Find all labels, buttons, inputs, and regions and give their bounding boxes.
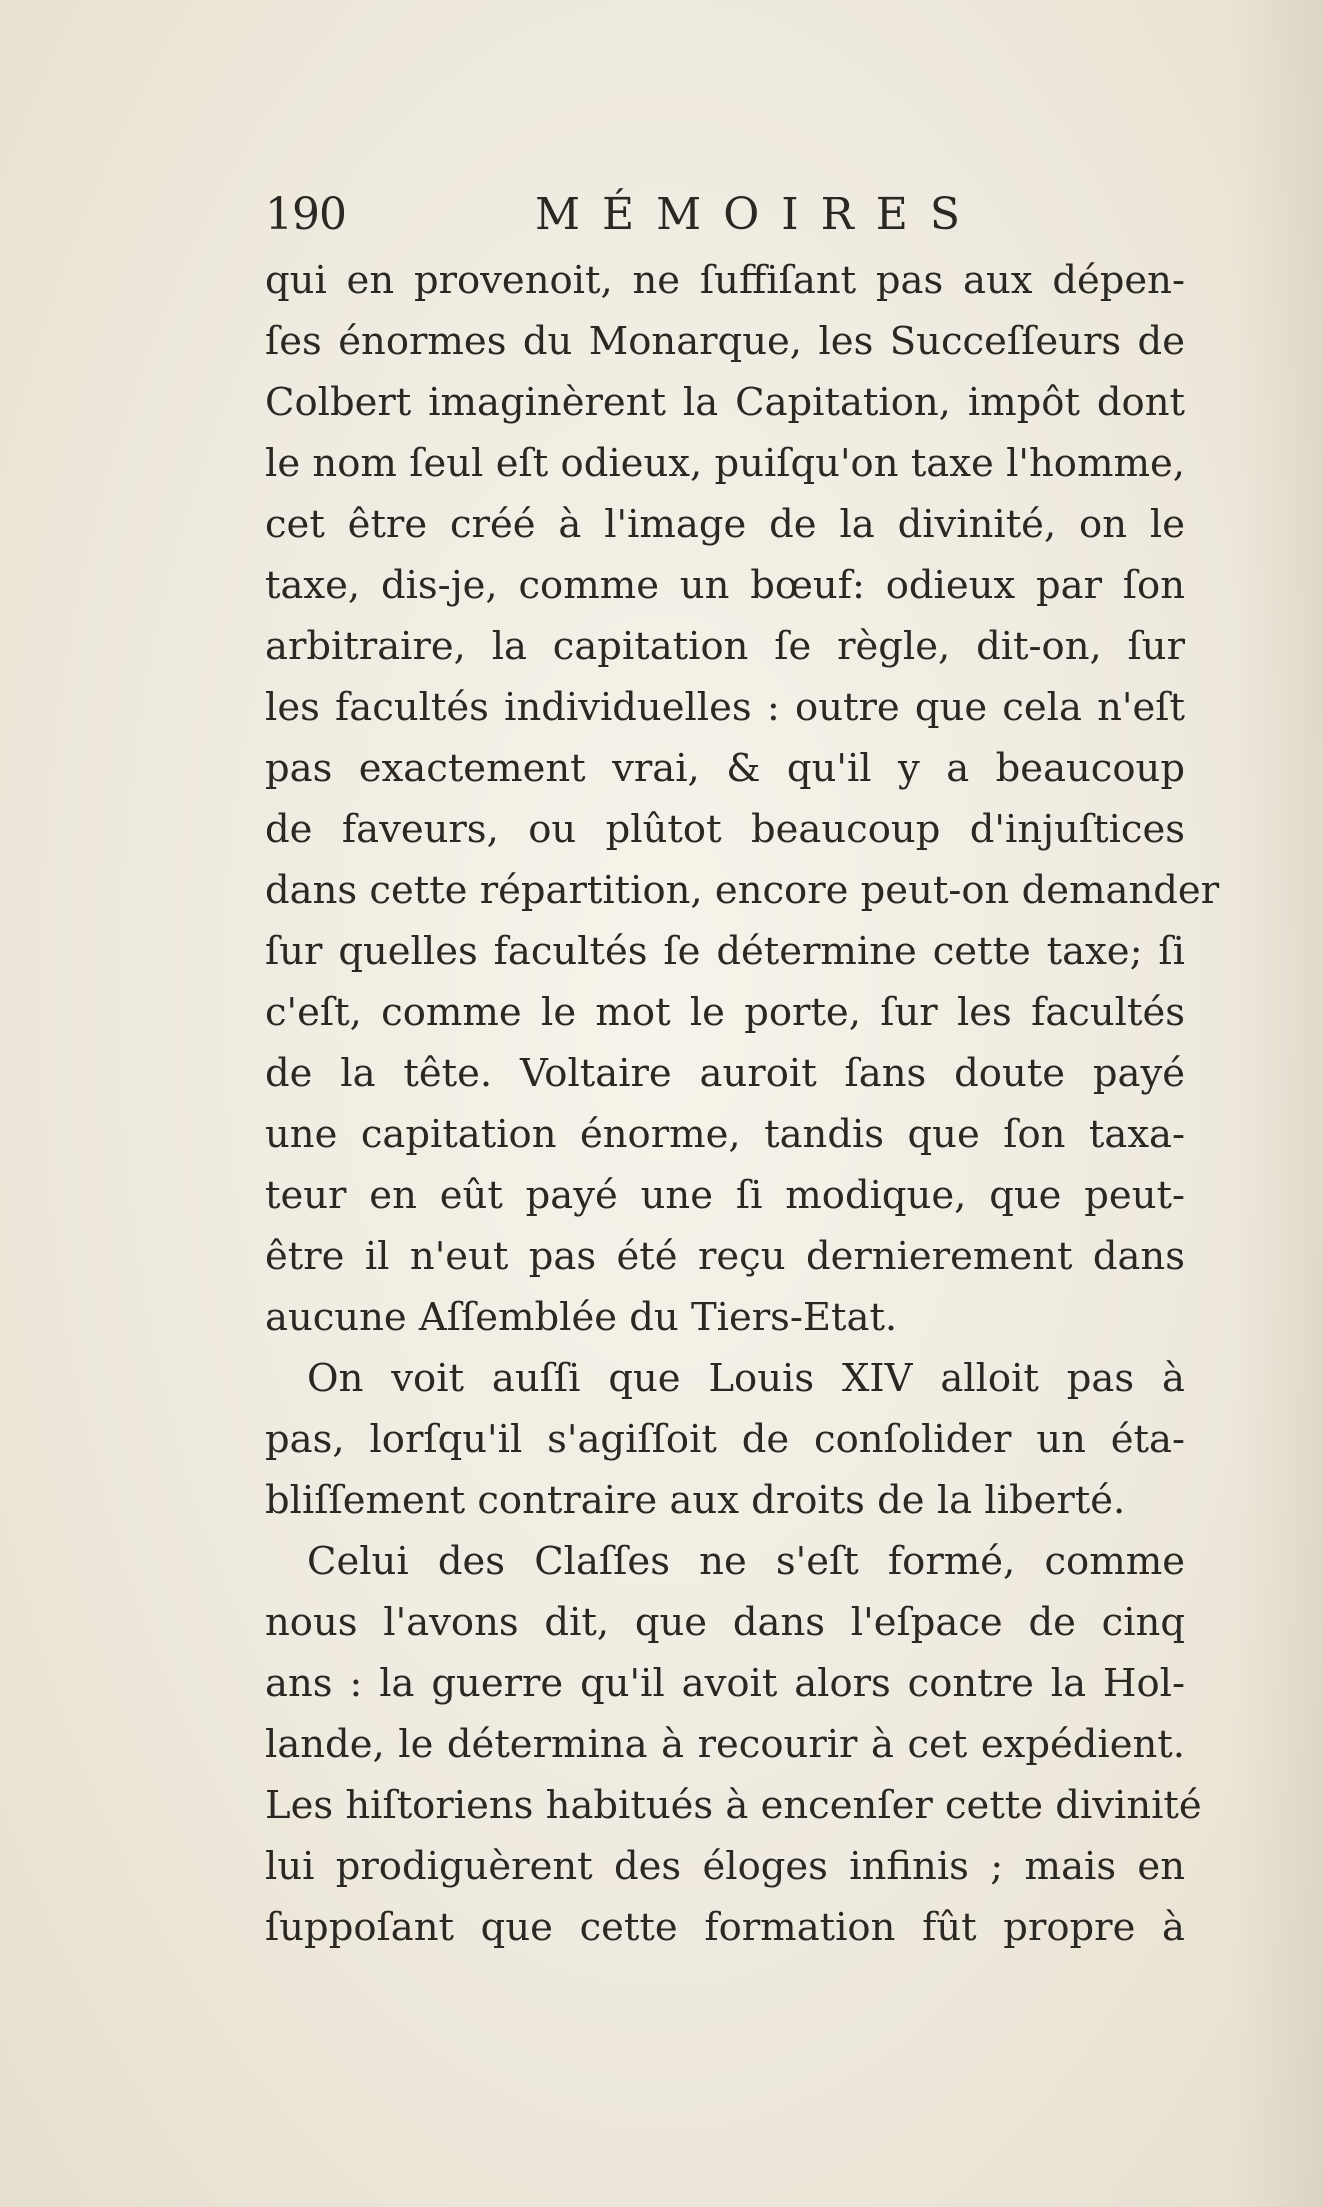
- text-line: taxe, dis-je, comme un bœuf: odieux par ſon: [265, 563, 1185, 608]
- paragraph-1: [265, 250, 1220, 1348]
- text-line: ans : la guerre qu'il avoit alors contre la Hol-: [265, 1661, 1185, 1706]
- text-line: lui prodiguèrent des éloges infinis ; mais en: [265, 1844, 1185, 1889]
- text-line: le nom ſeul eſt odieux, puiſqu'on taxe l'homme,: [265, 441, 1185, 486]
- text-line: teur en eût payé une ſi modique, que peut-: [265, 1173, 1185, 1218]
- text-line: les facultés individuelles : outre que cela n'eſt: [265, 685, 1185, 730]
- text-line: être il n'eut pas été reçu dernierement dans: [265, 1234, 1185, 1279]
- text-line: pas exactement vrai, & qu'il y a beaucoup: [265, 746, 1185, 791]
- text-line: de faveurs, ou plûtot beaucoup d'injuſtices: [265, 807, 1185, 852]
- text-line: nous l'avons dit, que dans l'eſpace de cinq: [265, 1600, 1185, 1645]
- text-line: Les hiſtoriens habitués à encenſer cette divinité: [265, 1783, 1202, 1828]
- text-line: dans cette répartition, encore peut-on demander: [265, 868, 1220, 913]
- text-line: Colbert imaginèrent la Capitation, impôt dont: [265, 380, 1185, 425]
- running-title: MÉMOIRES: [535, 189, 983, 240]
- text-line: c'eſt, comme le mot le porte, ſur les facultés: [265, 990, 1185, 1035]
- text-line: une capitation énorme, tandis que ſon taxa-: [265, 1112, 1185, 1157]
- text-line: bliſſement contraire aux droits de la liberté.: [265, 1478, 1126, 1523]
- text-line: pas, lorſqu'il s'agiſſoit de conſolider un éta-: [265, 1417, 1185, 1462]
- text-line: arbitraire, la capitation ſe règle, dit-on, ſur: [265, 624, 1185, 669]
- text-line: de la tête. Voltaire auroit ſans doute payé: [265, 1051, 1185, 1096]
- paragraph-2: [265, 1348, 1185, 1531]
- text-line: ſes énormes du Monarque, les Succeſſeurs de: [265, 319, 1185, 364]
- text-line: ſur quelles facultés ſe détermine cette taxe; ſi: [265, 929, 1185, 974]
- body-text: [265, 250, 1220, 1958]
- page-number: 190: [265, 189, 346, 240]
- paragraph-3: [265, 1531, 1202, 1958]
- text-line: Celui des Claſſes ne s'eſt formé, comme: [307, 1539, 1185, 1584]
- text-line: ſuppoſant que cette formation fût propre à: [265, 1905, 1185, 1950]
- text-line: lande, le détermina à recourir à cet expédient.: [265, 1722, 1185, 1767]
- text-line: cet être créé à l'image de la divinité, on le: [265, 502, 1185, 547]
- text-line: On voit auſſi que Louis XIV alloit pas à: [307, 1356, 1185, 1401]
- page-header: [265, 185, 1165, 245]
- text-line: aucune Aſſemblée du Tiers-Etat.: [265, 1295, 898, 1340]
- text-line: qui en provenoit, ne ſuffiſant pas aux dépen-: [265, 258, 1185, 303]
